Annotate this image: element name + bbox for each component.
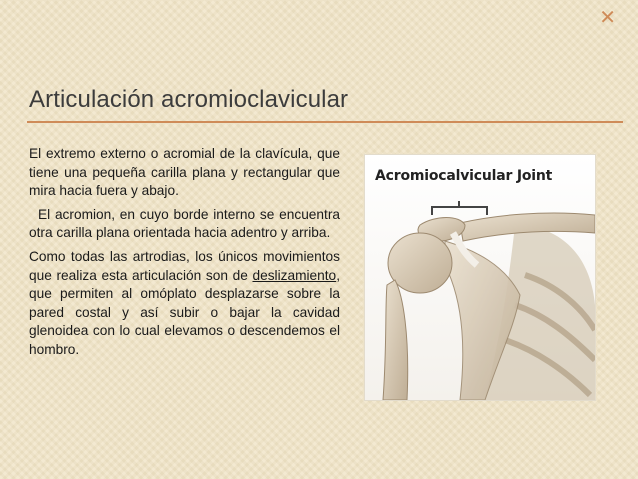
paragraph-3-end: , que permiten al omóplato desplazarse sobre la pared costal y así subir o bajar la cavidad glenoidea con lo cual elevamos o descendemos el hombro. (29, 267, 340, 357)
joint-illustration (365, 155, 595, 400)
deslizamiento-link[interactable]: deslizamiento (252, 267, 337, 283)
x-mark-icon: ✕ (599, 7, 616, 29)
image-caption: Acromiocalvicular Joint (375, 168, 553, 184)
paragraph-1: El extremo externo o acromial de la clavícula, que tiene una pequeña carilla plana y rectangular que mira hacia fuera y abajo. (29, 146, 340, 199)
body-text (29, 145, 340, 365)
title-divider (27, 121, 623, 123)
shoulder-skeleton-image (365, 155, 595, 400)
slide-title: Articulación acromioclavicular (29, 86, 349, 113)
paragraph-3-start: Como todas las artrodias, los únicos movimientos que realiza esta articulación son de (29, 248, 340, 283)
paragraph-3 (29, 248, 340, 360)
paragraph-2: El acromion, en cuyo borde interno se encuentra otra carilla plana orientada hacia adentro y arriba. (29, 206, 340, 241)
